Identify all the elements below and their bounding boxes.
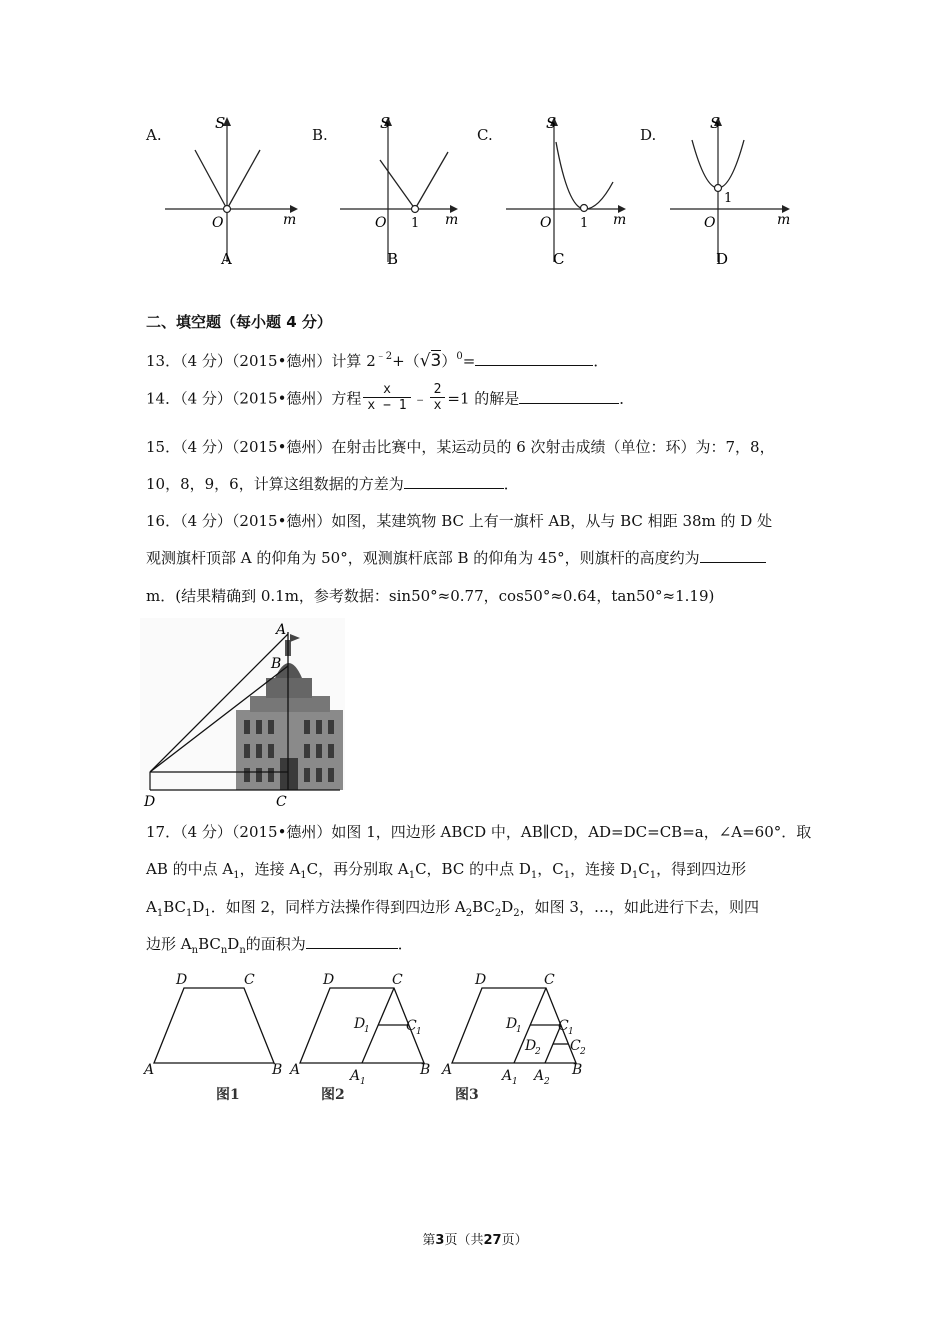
- label-c1: C: [406, 1018, 417, 1034]
- label-d1: D: [354, 1016, 366, 1032]
- question-14: [146, 384, 634, 415]
- graph-option-d: [662, 112, 797, 272]
- footer-text: 页）: [501, 1233, 528, 1248]
- q17-sub: n: [239, 945, 246, 956]
- q17-line3: [146, 897, 759, 920]
- label-sub: 1: [360, 1077, 366, 1087]
- q17-t: D: [192, 898, 205, 916]
- origin: O: [540, 215, 552, 231]
- axis-m: m: [445, 212, 459, 228]
- point-b: B: [271, 656, 282, 672]
- q17-t: D: [227, 935, 240, 953]
- point-d: D: [144, 794, 156, 808]
- option-b-label: B.: [312, 126, 328, 144]
- flagpole-figure: [140, 618, 350, 808]
- q16-answer-blank[interactable]: [700, 548, 766, 563]
- axis-s: S: [380, 114, 391, 132]
- q17-sub: n: [191, 945, 199, 956]
- label-d: D: [323, 972, 335, 988]
- q17-t: ，得到四边形: [656, 860, 747, 878]
- axis-m: m: [777, 212, 791, 228]
- label-d: D: [475, 972, 487, 988]
- caption-c: C: [553, 250, 565, 268]
- tick-one: 1: [724, 191, 733, 206]
- q17-sub: 1: [631, 870, 639, 881]
- axis-s: S: [546, 114, 557, 132]
- q17-t: C，BC 的中点 D: [415, 860, 531, 878]
- q17-sub: 2: [465, 908, 473, 919]
- q17-sub: 1: [156, 908, 164, 919]
- question-13: [146, 351, 608, 374]
- footer-text: 页（共: [444, 1233, 484, 1248]
- tick-one: 1: [580, 216, 589, 231]
- label-c1: C: [558, 1018, 569, 1034]
- f2-den: x: [433, 398, 442, 413]
- fraction-1: [363, 382, 410, 413]
- q17-answer-blank[interactable]: [306, 934, 398, 949]
- q17-sub: 1: [300, 870, 307, 881]
- caption-d: D: [716, 250, 729, 268]
- point-c: C: [276, 794, 287, 808]
- label-sub: 1: [516, 1025, 522, 1035]
- q13-exp0: 0: [456, 351, 463, 362]
- q16-line2: [146, 548, 766, 568]
- caption-a: A: [221, 250, 232, 268]
- q17-sub: 1: [204, 908, 211, 919]
- label-sub: 2: [544, 1077, 550, 1087]
- q17-sub: 1: [408, 870, 416, 881]
- axis-m: m: [613, 212, 627, 228]
- label-c: C: [244, 972, 255, 988]
- caption-b: B: [387, 250, 399, 268]
- label-c: C: [544, 972, 555, 988]
- total-pages: 27: [483, 1233, 502, 1248]
- period: ．: [593, 352, 609, 370]
- q16-line3: m．(结果精确到 0.1m，参考数据：sin50°≈0.77，cos50°≈0.64，tan50°≈1.19): [146, 587, 715, 605]
- q17-t: BC: [198, 935, 221, 953]
- axis-s: S: [215, 114, 226, 132]
- period: ．: [397, 935, 413, 953]
- q13-plus: +（: [392, 352, 420, 370]
- q13-prefix: 13．（4 分）（2015•德州）计算 2: [146, 352, 376, 370]
- q17-t: 的面积为: [245, 935, 306, 953]
- label-sub: 1: [568, 1027, 574, 1037]
- graph-option-c: [498, 112, 633, 272]
- q13-exponent: ﹣2: [375, 351, 393, 362]
- q15-text: 10，8，9，6，计算这组数据的方差为: [146, 475, 404, 493]
- trapezoid-1: [154, 988, 274, 1063]
- q17-line2: [146, 859, 746, 882]
- footer-text: 第: [422, 1233, 436, 1248]
- q17-t: ，如图 3，…，如此进行下去，则四: [519, 898, 759, 916]
- label-sub: 1: [416, 1027, 422, 1037]
- label-sub: 1: [364, 1025, 370, 1035]
- q17-sub: 2: [494, 908, 502, 919]
- label-a: A: [144, 1062, 155, 1078]
- q17-t: C，再分别取 A: [306, 860, 409, 878]
- q17-t: ，C: [537, 860, 564, 878]
- label-d1: D: [506, 1016, 518, 1032]
- label-b: B: [420, 1062, 431, 1078]
- q14-suffix: =1 的解是: [447, 389, 520, 408]
- label-a1: A: [502, 1068, 513, 1084]
- label-b: B: [272, 1062, 283, 1078]
- q17-sub: n: [220, 945, 228, 956]
- q17-sub: 1: [233, 870, 240, 881]
- q17-t: C: [638, 860, 650, 878]
- option-c-label: C.: [477, 126, 493, 144]
- q17-sub: 1: [530, 870, 538, 881]
- period: ．: [619, 389, 635, 408]
- graph-option-a: [165, 112, 300, 272]
- label-sub: 1: [512, 1077, 518, 1087]
- label-d: D: [176, 972, 188, 988]
- option-a-label: A.: [146, 126, 162, 144]
- q13-eq: =: [462, 352, 476, 370]
- q17-t: A: [146, 898, 157, 916]
- fig2-caption: 图2: [321, 1087, 345, 1103]
- axis-m: m: [283, 212, 297, 228]
- q14-prefix: 14．（4 分）（2015•德州）方程: [146, 389, 362, 408]
- label-b: B: [572, 1062, 583, 1078]
- axis-s: S: [710, 114, 721, 132]
- origin: O: [212, 215, 224, 231]
- label-a: A: [290, 1062, 301, 1078]
- q16-text: 观测旗杆顶部 A 的仰角为 50°，观测旗杆底部 B 的仰角为 45°，则旗杆的高度约为: [146, 549, 700, 567]
- q17-t: ，连接 A: [239, 860, 301, 878]
- q13-answer-blank[interactable]: [475, 351, 593, 366]
- label-a1: A: [350, 1068, 361, 1084]
- label-sub: 2: [535, 1047, 541, 1057]
- q17-t: BC: [472, 898, 495, 916]
- sqrt-sign: √: [419, 351, 431, 371]
- trapezoid-figures: [140, 968, 600, 1108]
- period: ．: [503, 475, 519, 493]
- label-d2: D: [525, 1038, 537, 1054]
- section-title: 二、填空题（每小题 4 分）: [146, 313, 332, 331]
- q17-sub: 2: [513, 908, 520, 919]
- q15-line2: [146, 474, 519, 494]
- tick-one: 1: [411, 216, 420, 231]
- q17-line1: 17．（4 分）（2015•德州）如图 1，四边形 ABCD 中，AB∥CD，AD=DC=CB=a，∠A=60°．取: [146, 823, 812, 841]
- q17-t: 边形 A: [146, 935, 192, 953]
- graph-option-b: [330, 112, 465, 272]
- q17-t: AB 的中点 A: [146, 860, 234, 878]
- q17-t: D: [501, 898, 514, 916]
- f1-den: x − 1: [367, 398, 407, 413]
- label-a2: A: [534, 1068, 545, 1084]
- label-c: C: [392, 972, 403, 988]
- origin: O: [375, 215, 387, 231]
- q17-t: ．如图 2，同样方法操作得到四边形 A: [210, 898, 466, 916]
- q13-close: ）: [441, 352, 457, 370]
- f1-num: x: [363, 382, 410, 398]
- fig1-caption: 图1: [216, 1087, 240, 1103]
- q14-answer-blank[interactable]: [519, 389, 619, 404]
- q15-answer-blank[interactable]: [404, 474, 504, 489]
- label-sub: 2: [580, 1047, 586, 1057]
- q17-t: BC: [163, 898, 186, 916]
- origin: O: [704, 215, 716, 231]
- f2-num: 2: [430, 382, 446, 398]
- option-d-label: D.: [640, 126, 657, 144]
- q17-sub: 1: [563, 870, 571, 881]
- q15-line1: 15．（4 分）（2015•德州）在射击比赛中，某运动员的 6 次射击成绩（单位：环）为：7，8，: [146, 438, 775, 456]
- page-footer: [0, 1229, 950, 1248]
- q17-t: ，连接 D: [570, 860, 632, 878]
- q17-sub: 1: [649, 870, 657, 881]
- fig3-caption: 图3: [455, 1087, 479, 1103]
- point-a: A: [276, 622, 287, 638]
- label-a: A: [442, 1062, 453, 1078]
- q13-radicand: 3: [430, 351, 442, 371]
- q17-line4: [146, 934, 413, 957]
- q17-sub: 1: [186, 908, 193, 919]
- page-number: 3: [435, 1233, 445, 1248]
- q16-line1: 16．（4 分）（2015•德州）如图，某建筑物 BC 上有一旗杆 AB，从与 BC 相距 38m 的 D 处: [146, 512, 773, 530]
- label-c2: C: [570, 1038, 581, 1054]
- q14-minus: ﹣: [412, 389, 428, 408]
- fraction-2: [430, 382, 446, 413]
